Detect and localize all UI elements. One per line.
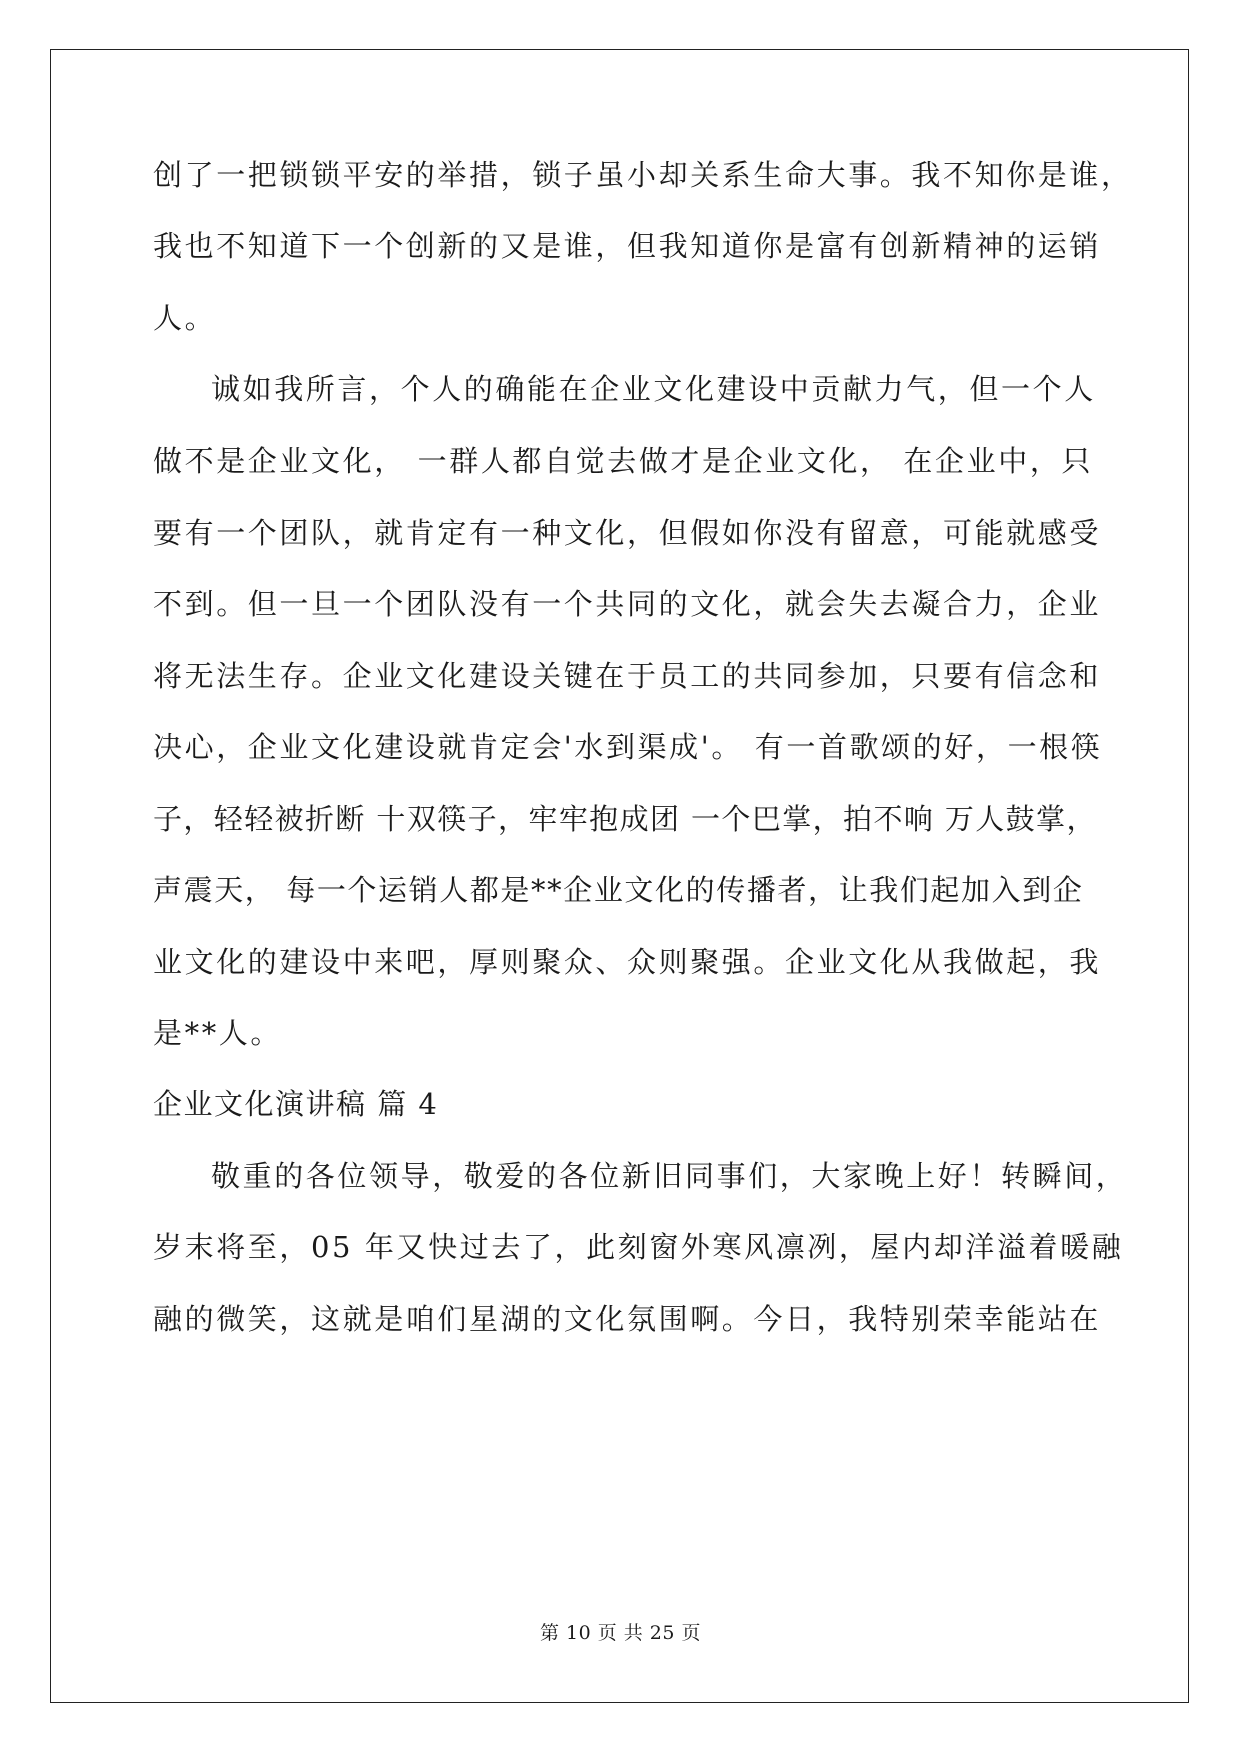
paragraph-line: 声震天， 每一个运销人都是**企业文化的传播者，让我们起加入到企 (153, 873, 1084, 907)
paragraph-line: 子，轻轻被折断 十双筷子，牢牢抱成团 一个巴掌，拍不响 万人鼓掌， (153, 802, 1097, 836)
paragraph-line: 融的微笑，这就是咱们星湖的文化氛围啊。今日，我特别荣幸能站在 (153, 1302, 1102, 1336)
paragraph-line: 业文化的建设中来吧，厚则聚众、众则聚强。企业文化从我做起，我 (153, 945, 1102, 979)
paragraph-line: 岁末将至，05 年又快过去了，此刻窗外寒风凛冽，屋内却洋溢着暖融 (153, 1230, 1124, 1264)
page-number: 第 10 页 共 25 页 (539, 1622, 702, 1644)
paragraph-line: 诚如我所言，个人的确能在企业文化建设中贡献力气，但一个人 (211, 372, 1096, 406)
paragraph-line: 做不是企业文化， 一群人都自觉去做才是企业文化， 在企业中，只 (153, 444, 1094, 478)
paragraph-line: 是**人。 (153, 1016, 283, 1050)
paragraph-line: 敬重的各位领导，敬爱的各位新旧同事们，大家晚上好！转瞬间， (211, 1159, 1128, 1193)
section-heading: 企业文化演讲稿 篇 4 (153, 1087, 439, 1121)
paragraph-line: 人。 (153, 301, 217, 335)
paragraph-line: 创了一把锁锁平安的举措，锁子虽小却关系生命大事。我不知你是谁， (153, 158, 1133, 192)
paragraph-line: 我也不知道下一个创新的又是谁，但我知道你是富有创新精神的运销 (153, 229, 1102, 263)
paragraph-line: 决心，企业文化建设就肯定会'水到渠成'。 有一首歌颂的好，一根筷 (153, 730, 1103, 764)
paragraph-line: 将无法生存。企业文化建设关键在于员工的共同参加，只要有信念和 (153, 659, 1102, 693)
paragraph-line: 不到。但一旦一个团队没有一个共同的文化，就会失去凝合力，企业 (153, 587, 1102, 621)
paragraph-line: 要有一个团队，就肯定有一种文化，但假如你没有留意，可能就感受 (153, 516, 1102, 550)
